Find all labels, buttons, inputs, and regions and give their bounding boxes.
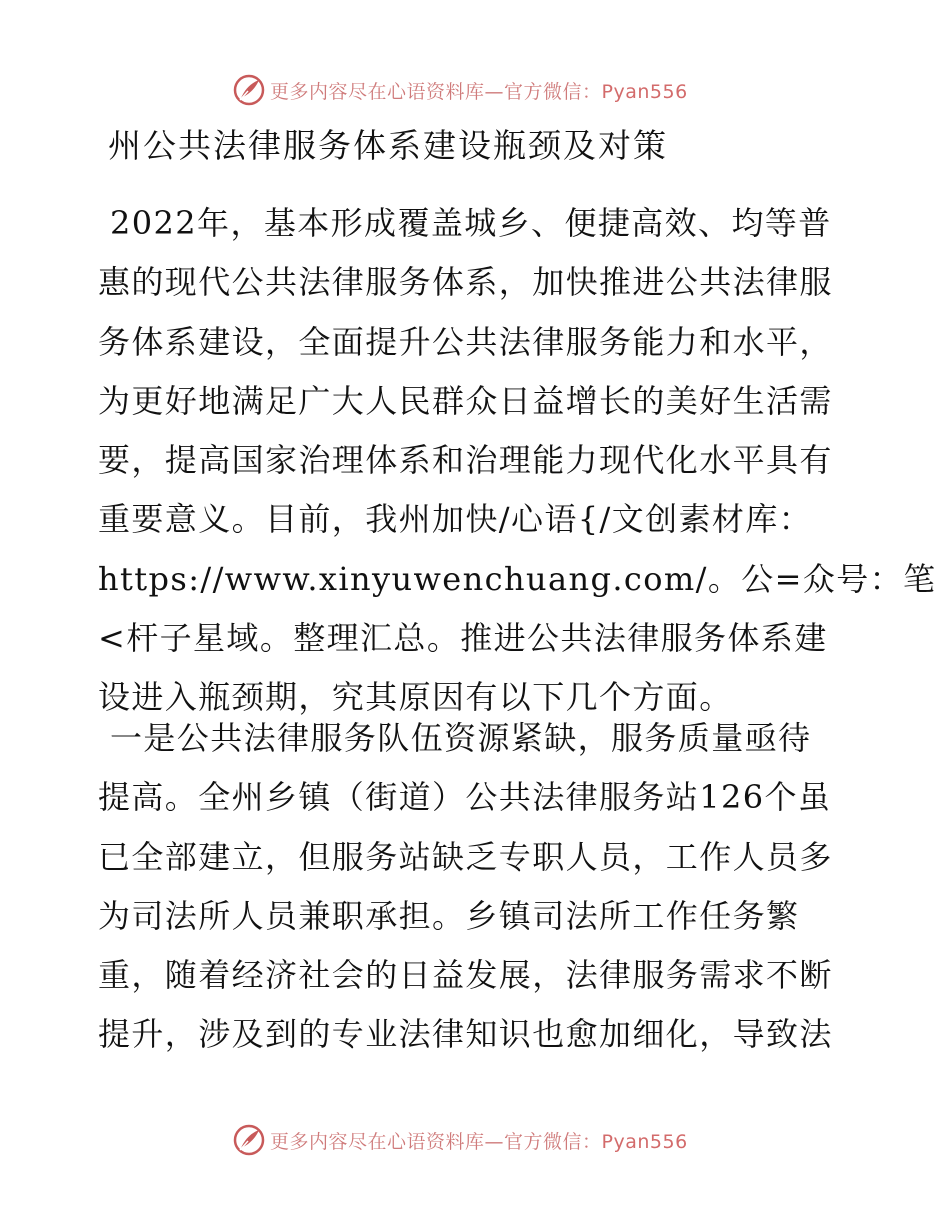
paragraph-line: 提高。全州乡镇（街道）公共法律服务站126个虽 — [98, 778, 832, 817]
wechat-id: Pyan556 — [601, 80, 688, 103]
watermark-text — [270, 1127, 688, 1154]
paragraph-2 — [98, 709, 833, 1065]
paragraph-line: 要，提高国家治理体系和治理能力现代化水平具有 — [98, 441, 833, 480]
paragraph-line: https://www.xinyuwenchuang.com/。公=众号：笔 — [98, 559, 937, 598]
watermark-label: 更多内容尽在心语资料库—官方微信： — [270, 1130, 602, 1153]
paragraph-line: 重要意义。目前，我州加快/心语{/文创素材库： — [98, 500, 813, 539]
paragraph-line: 设进入瓶颈期，究其原因有以下几个方面。 — [98, 678, 733, 717]
watermark-text — [270, 77, 688, 104]
feather-quill-icon — [232, 1123, 266, 1157]
feather-quill-icon — [232, 73, 266, 107]
paragraph-line: 提升，涉及到的专业法律知识也愈加细化，导致法 — [98, 1015, 833, 1054]
paragraph-line: <杆子星域。整理汇总。推进公共法律服务体系建 — [98, 619, 828, 658]
paragraph-line: 重，随着经济社会的日益发展，法律服务需求不断 — [98, 956, 833, 995]
paragraph-1 — [98, 194, 936, 728]
paragraph-line: 为更好地满足广大人民群众日益增长的美好生活需 — [98, 381, 833, 420]
paragraph-line: 一是公共法律服务队伍资源紧缺，服务质量亟待 — [110, 719, 812, 757]
footer-watermark — [0, 1120, 950, 1160]
paragraph-line: 2022年，基本形成覆盖城乡、便捷高效、均等普 — [110, 204, 832, 242]
paragraph-line: 已全部建立，但服务站缺乏专职人员，工作人员多 — [98, 837, 833, 876]
document-title: 州公共法律服务体系建设瓶颈及对策 — [108, 126, 668, 165]
paragraph-line: 惠的现代公共法律服务体系，加快推进公共法律服 — [98, 263, 833, 302]
paragraph-line: 务体系建设，全面提升公共法律服务能力和水平， — [98, 322, 833, 361]
watermark-label: 更多内容尽在心语资料库—官方微信： — [270, 80, 602, 103]
header-watermark — [0, 70, 950, 110]
paragraph-line: 为司法所人员兼职承担。乡镇司法所工作任务繁 — [98, 896, 800, 935]
wechat-id: Pyan556 — [601, 1130, 688, 1153]
